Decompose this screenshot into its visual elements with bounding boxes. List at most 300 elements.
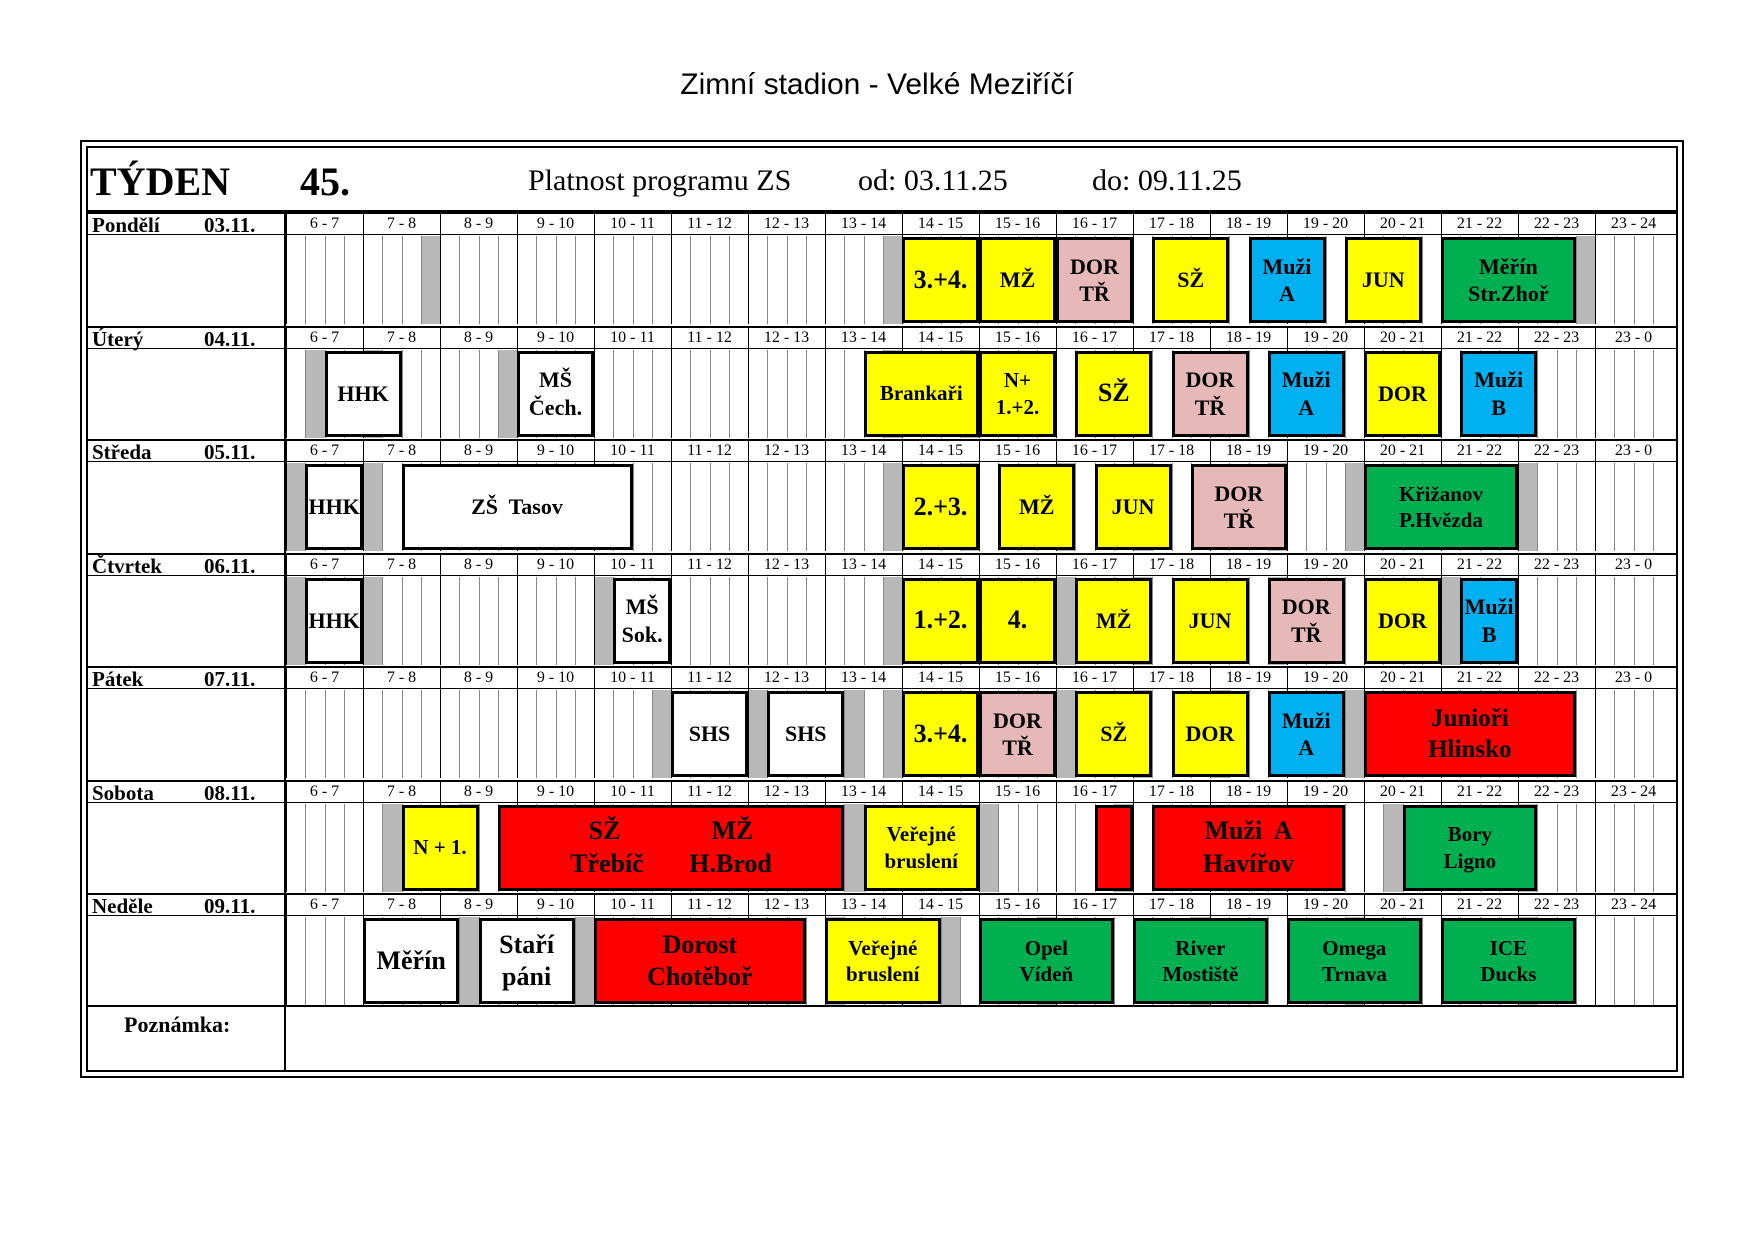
schedule-block[interactable]: [979, 578, 1056, 664]
schedule-block[interactable]: [1249, 237, 1326, 323]
hour-label: 14 - 15: [917, 215, 964, 232]
hour-label: 8 - 9: [463, 328, 494, 346]
block-line: SHS: [688, 721, 731, 747]
hour-label: 21 - 22: [1456, 215, 1503, 232]
shaded-slot: [286, 463, 305, 551]
quarter-tick: [382, 690, 383, 778]
hour-label: 7 - 8: [386, 896, 417, 913]
block-line: Veřejné: [886, 822, 956, 847]
quarter-tick: [787, 236, 788, 324]
block-text: [1282, 593, 1331, 648]
hour-label: 21 - 22: [1456, 782, 1503, 800]
schedule-block[interactable]: [1172, 351, 1249, 437]
hour-label: 11 - 12: [687, 896, 732, 913]
quarter-tick: [344, 804, 345, 892]
block-line: DOR: [1185, 367, 1235, 392]
hour-label: 6 - 7: [309, 896, 340, 913]
shaded-slot: [1345, 463, 1364, 551]
hour-label: 19 - 20: [1302, 782, 1349, 800]
schedule-block[interactable]: [1403, 805, 1538, 891]
valid-to: do: 09.11.25: [1092, 164, 1242, 197]
shaded-slot: [1383, 804, 1402, 892]
hour-label: 19 - 20: [1302, 555, 1349, 573]
block-text: [1362, 266, 1405, 294]
schedule-block[interactable]: [1172, 691, 1249, 777]
quarter-tick: [844, 463, 845, 551]
schedule-block[interactable]: [902, 691, 979, 777]
hour-label: 14 - 15: [917, 669, 964, 686]
block-line: TŘ: [1194, 394, 1226, 420]
hour-label: 14 - 15: [917, 442, 964, 459]
schedule-block[interactable]: [864, 805, 980, 891]
schedule-block[interactable]: [613, 578, 671, 664]
hour-label: 23 - 0: [1614, 669, 1653, 686]
quarter-tick: [806, 463, 807, 551]
block-line: bruslení: [845, 962, 920, 986]
block-text: [914, 718, 968, 751]
block-text: [1019, 493, 1054, 521]
hour-label: 12 - 13: [763, 328, 810, 346]
block-line: DOR: [993, 707, 1042, 733]
block-line: páni: [502, 962, 552, 991]
hour-label: 20 - 21: [1379, 215, 1426, 232]
hour-label: 12 - 13: [763, 896, 810, 913]
day-name: Pondělí: [92, 213, 160, 237]
hour-label: 21 - 22: [1456, 328, 1503, 346]
quarter-tick: [633, 350, 634, 438]
shaded-slot: [382, 804, 401, 892]
schedule-block[interactable]: [671, 691, 748, 777]
quarter-tick: [652, 350, 653, 438]
quarter-tick: [1614, 350, 1615, 438]
block-line: SŽ MŽ: [588, 816, 754, 845]
quarter-tick: [1037, 804, 1038, 892]
block-line: Křižanov: [1399, 481, 1483, 506]
hour-label: 10 - 11: [610, 555, 655, 573]
block-line: Bory: [1447, 822, 1493, 847]
quarter-tick: [690, 350, 691, 438]
block-text: [1282, 707, 1331, 762]
block-line: HHK: [308, 494, 360, 520]
hour-label: 16 - 17: [1071, 782, 1118, 800]
schedule-block[interactable]: [902, 237, 979, 323]
quarter-tick: [556, 236, 557, 324]
hour-label: 11 - 12: [687, 442, 732, 459]
schedule-block[interactable]: [825, 918, 941, 1004]
quarter-tick: [806, 350, 807, 438]
quarter-tick: [421, 577, 422, 665]
shaded-slot: [575, 917, 594, 1005]
hour-label: 23 - 24: [1610, 215, 1657, 232]
quarter-tick: [1152, 577, 1153, 665]
schedule-block[interactable]: [1075, 691, 1152, 777]
block-text: [1000, 266, 1035, 294]
shaded-slot: [652, 690, 671, 778]
shaded-slot: [1441, 577, 1460, 665]
schedule-block[interactable]: [1133, 918, 1268, 1004]
block-line: DOR: [1378, 380, 1427, 406]
quarter-tick: [1249, 350, 1250, 438]
hour-label: 18 - 19: [1225, 896, 1272, 913]
schedule-block[interactable]: [767, 691, 844, 777]
schedule-block[interactable]: [902, 578, 979, 664]
hour-label: 15 - 16: [994, 215, 1041, 232]
hour-label: 15 - 16: [994, 328, 1041, 346]
block-line: Muži A: [1204, 816, 1293, 845]
hour-label: 10 - 11: [610, 782, 655, 800]
block-text: [880, 380, 963, 406]
quarter-tick: [1634, 804, 1635, 892]
block-text: [376, 945, 445, 978]
block-text: [1444, 821, 1497, 874]
shaded-slot: [363, 577, 382, 665]
schedule-block[interactable]: [517, 351, 594, 437]
block-text: [914, 264, 968, 297]
block-text: [1465, 593, 1514, 648]
hour-label: 22 - 23: [1533, 555, 1580, 573]
quarter-tick: [844, 690, 845, 778]
hour-label: 15 - 16: [994, 442, 1041, 459]
quarter-tick: [1537, 804, 1538, 892]
hour-label: 6 - 7: [309, 669, 340, 686]
quarter-tick: [1537, 350, 1538, 438]
block-text: [1070, 253, 1119, 308]
quarter-tick: [1268, 917, 1269, 1005]
quarter-tick: [1345, 350, 1346, 438]
block-line: 1.+2.: [995, 394, 1040, 419]
quarter-tick: [479, 690, 480, 778]
hour-label: 12 - 13: [763, 442, 810, 459]
block-text: [1214, 480, 1263, 535]
hour-label: 6 - 7: [309, 215, 340, 232]
hour-label: 7 - 8: [386, 555, 417, 573]
quarter-tick: [556, 577, 557, 665]
quarter-tick: [1614, 804, 1615, 892]
quarter-tick: [1422, 917, 1423, 1005]
hour-label: 9 - 10: [536, 328, 575, 346]
schedule-block[interactable]: [998, 464, 1075, 550]
quarter-tick: [767, 463, 768, 551]
schedule-block[interactable]: [1441, 237, 1576, 323]
block-line: DOR: [1214, 480, 1264, 506]
schedule-block[interactable]: [594, 918, 806, 1004]
hour-label: 18 - 19: [1225, 555, 1272, 573]
hour-label: 12 - 13: [763, 555, 810, 573]
hour-label: 9 - 10: [536, 555, 575, 573]
quarter-tick: [998, 804, 999, 892]
block-text: [529, 366, 582, 421]
block-text: [1468, 253, 1548, 308]
quarter-tick: [382, 577, 383, 665]
hour-label: 23 - 24: [1610, 782, 1657, 800]
hour-label: 13 - 14: [840, 328, 887, 346]
block-line: TŘ: [1290, 621, 1322, 647]
hour-label: 21 - 22: [1456, 896, 1503, 913]
schedule-block[interactable]: [305, 464, 363, 550]
quarter-tick: [767, 236, 768, 324]
block-line: Mostiště: [1162, 962, 1239, 986]
quarter-tick: [1172, 463, 1173, 551]
quarter-tick: [459, 577, 460, 665]
block-line: A: [1279, 281, 1295, 306]
block-text: [1177, 266, 1204, 294]
schedule-block[interactable]: [1172, 578, 1249, 664]
quarter-tick: [421, 236, 422, 324]
block-text: [993, 707, 1042, 762]
quarter-tick: [1614, 463, 1615, 551]
block-line: Junioři: [1430, 704, 1509, 732]
quarter-tick: [1576, 577, 1577, 665]
block-line: bruslení: [884, 848, 959, 873]
block-line: HHK: [308, 607, 360, 633]
hour-label: 14 - 15: [917, 782, 964, 800]
hour-label: 16 - 17: [1071, 442, 1118, 459]
quarter-tick: [479, 804, 480, 892]
schedule-block[interactable]: [1095, 805, 1134, 891]
quarter-tick: [883, 463, 884, 551]
quarter-tick: [459, 236, 460, 324]
quarter-tick: [1306, 463, 1307, 551]
hour-label: 23 - 0: [1614, 328, 1653, 346]
quarter-tick: [325, 236, 326, 324]
quarter-tick: [1249, 577, 1250, 665]
block-text: [846, 935, 920, 988]
quarter-tick: [325, 917, 326, 1005]
block-line: B: [1491, 394, 1507, 420]
quarter-tick: [575, 917, 576, 1005]
schedule-block[interactable]: [979, 237, 1056, 323]
block-text: [1428, 703, 1511, 766]
hour-label: 14 - 15: [917, 896, 964, 913]
quarter-tick: [1383, 804, 1384, 892]
block-text: [914, 491, 968, 524]
quarter-tick: [767, 350, 768, 438]
hour-label: 10 - 11: [610, 896, 655, 913]
quarter-tick: [613, 350, 614, 438]
schedule-block[interactable]: [1345, 237, 1422, 323]
block-text: [308, 493, 359, 521]
quarter-tick: [633, 463, 634, 551]
schedule-block[interactable]: [1152, 237, 1229, 323]
block-line: TŘ: [1002, 735, 1033, 760]
shaded-slot: [748, 690, 767, 778]
hour-label: 8 - 9: [463, 215, 494, 232]
page-title: Zimní stadion - Velké Meziříčí: [680, 68, 1074, 101]
block-text: [1008, 604, 1028, 637]
quarter-tick: [613, 690, 614, 778]
block-line: B: [1481, 621, 1497, 647]
hour-label: 17 - 18: [1148, 669, 1195, 686]
schedule-block[interactable]: [1287, 918, 1422, 1004]
hour-label: 18 - 19: [1225, 442, 1272, 459]
day-date: 04.11.: [204, 326, 256, 351]
quarter-tick: [787, 463, 788, 551]
hour-label: 17 - 18: [1148, 215, 1195, 232]
hour-label: 20 - 21: [1379, 328, 1426, 346]
block-line: Str.Zhoř: [1468, 281, 1549, 306]
quarter-tick: [710, 236, 711, 324]
block-text: [1189, 607, 1232, 635]
quarter-tick: [1557, 577, 1558, 665]
quarter-tick: [806, 577, 807, 665]
block-line: ICE: [1489, 935, 1528, 960]
block-line: Měřín: [1479, 253, 1538, 279]
block-text: [1282, 366, 1331, 421]
block-line: MŠ: [539, 367, 572, 392]
day-name: Úterý: [92, 326, 144, 351]
schedule-block[interactable]: [979, 351, 1056, 437]
quarter-tick: [883, 690, 884, 778]
block-line: HHK: [337, 380, 389, 406]
block-text: [1480, 935, 1536, 988]
block-text: [1098, 377, 1130, 410]
hour-label: 9 - 10: [536, 669, 575, 686]
hour-label: 11 - 12: [687, 555, 732, 573]
day-name: Pátek: [92, 667, 144, 691]
quarter-tick: [1634, 236, 1635, 324]
schedule-block[interactable]: [1095, 464, 1172, 550]
block-text: [471, 493, 563, 521]
block-text: [884, 821, 958, 874]
quarter-tick: [613, 236, 614, 324]
block-line: Chotěboř: [647, 962, 753, 991]
block-line: N+: [1003, 368, 1032, 393]
quarter-tick: [1345, 690, 1346, 778]
block-line: A: [1298, 394, 1315, 420]
schedule-block[interactable]: [1268, 578, 1345, 664]
quarter-tick: [1576, 236, 1577, 324]
day-date: 03.11.: [204, 213, 256, 237]
hour-label: 6 - 7: [309, 328, 340, 346]
block-line: Veřejné: [848, 935, 918, 960]
hour-label: 20 - 21: [1379, 442, 1426, 459]
hour-label: 18 - 19: [1225, 669, 1272, 686]
block-text: [1203, 815, 1294, 880]
schedule-block[interactable]: [1191, 464, 1287, 550]
hour-label: 7 - 8: [386, 782, 417, 800]
hour-label: 16 - 17: [1071, 328, 1118, 346]
hour-label: 16 - 17: [1071, 669, 1118, 686]
schedule-block[interactable]: [1364, 464, 1518, 550]
block-text: [1020, 935, 1074, 988]
shaded-slot: [1056, 577, 1075, 665]
schedule-block[interactable]: [902, 464, 979, 550]
schedule-block[interactable]: [402, 805, 479, 891]
schedule-block[interactable]: [325, 351, 402, 437]
hour-label: 16 - 17: [1071, 555, 1118, 573]
schedule-block[interactable]: [1460, 578, 1518, 664]
block-line: SŽ: [1100, 721, 1128, 747]
valid-from: od: 03.11.25: [858, 164, 1008, 197]
schedule-block[interactable]: [498, 805, 845, 891]
hour-label: 19 - 20: [1302, 896, 1349, 913]
quarter-tick: [305, 917, 306, 1005]
quarter-tick: [1345, 804, 1346, 892]
schedule-block[interactable]: [1268, 351, 1345, 437]
quarter-tick: [1537, 577, 1538, 665]
block-text: [1100, 720, 1127, 748]
quarter-tick: [1557, 463, 1558, 551]
block-line: TŘ: [1223, 508, 1255, 533]
quarter-tick: [787, 577, 788, 665]
schedule-block[interactable]: [1364, 351, 1441, 437]
hour-label: 15 - 16: [994, 782, 1041, 800]
quarter-tick: [1537, 463, 1538, 551]
hour-label: 12 - 13: [763, 215, 810, 232]
schedule-block[interactable]: [479, 918, 575, 1004]
hour-label: 13 - 14: [840, 555, 887, 573]
block-text: [1263, 253, 1312, 308]
schedule-block[interactable]: [864, 351, 980, 437]
quarter-tick: [844, 804, 845, 892]
block-line: JUN: [1111, 494, 1155, 520]
schedule-block[interactable]: [363, 918, 459, 1004]
quarter-tick: [844, 577, 845, 665]
quarter-tick: [459, 690, 460, 778]
block-text: [499, 929, 554, 994]
hour-label: 23 - 0: [1614, 555, 1653, 573]
quarter-tick: [1653, 350, 1654, 438]
block-line: Muži: [1474, 367, 1524, 392]
shaded-slot: [979, 804, 998, 892]
schedule-block[interactable]: [1364, 578, 1441, 664]
schedule-block[interactable]: [1075, 351, 1152, 437]
block-line: Brankaři: [879, 381, 963, 406]
schedule-block[interactable]: [1460, 351, 1537, 437]
block-line: Muži: [1262, 253, 1312, 279]
hour-label: 9 - 10: [536, 442, 575, 459]
hour-label: 16 - 17: [1071, 896, 1118, 913]
quarter-tick: [1576, 690, 1577, 778]
hour-label: 6 - 7: [309, 442, 340, 459]
schedule-block[interactable]: [1441, 918, 1576, 1004]
quarter-tick: [1653, 577, 1654, 665]
schedule-block[interactable]: [979, 918, 1114, 1004]
hour-label: 13 - 14: [840, 669, 887, 686]
hour-label: 15 - 16: [994, 669, 1041, 686]
hour-label: 7 - 8: [386, 215, 417, 232]
block-line: Staří: [499, 929, 555, 959]
block-text: [1378, 607, 1427, 635]
quarter-tick: [575, 577, 576, 665]
block-line: Muži: [1464, 594, 1514, 619]
schedule-block[interactable]: [1075, 578, 1152, 664]
quarter-tick: [1653, 690, 1654, 778]
block-line: Vídeň: [1019, 962, 1074, 986]
block-line: DOR: [1185, 721, 1235, 747]
schedule-block[interactable]: [1268, 691, 1345, 777]
block-text: [622, 593, 663, 648]
schedule-block[interactable]: [1152, 805, 1345, 891]
schedule-block[interactable]: [1364, 691, 1576, 777]
quarter-tick: [1557, 350, 1558, 438]
schedule-block[interactable]: [305, 578, 363, 664]
hour-label: 16 - 17: [1071, 215, 1118, 232]
quarter-tick: [1614, 690, 1615, 778]
schedule-block[interactable]: [1056, 237, 1133, 323]
shaded-slot: [883, 463, 902, 551]
hour-label: 12 - 13: [763, 782, 810, 800]
schedule-block[interactable]: [402, 464, 633, 550]
schedule-block[interactable]: [979, 691, 1056, 777]
hour-label: 20 - 21: [1379, 782, 1426, 800]
quarter-tick: [1075, 804, 1076, 892]
block-line: MŽ: [999, 267, 1036, 293]
quarter-tick: [498, 577, 499, 665]
hour-label: 7 - 8: [386, 669, 417, 686]
quarter-tick: [941, 917, 942, 1005]
shaded-slot: [844, 690, 863, 778]
